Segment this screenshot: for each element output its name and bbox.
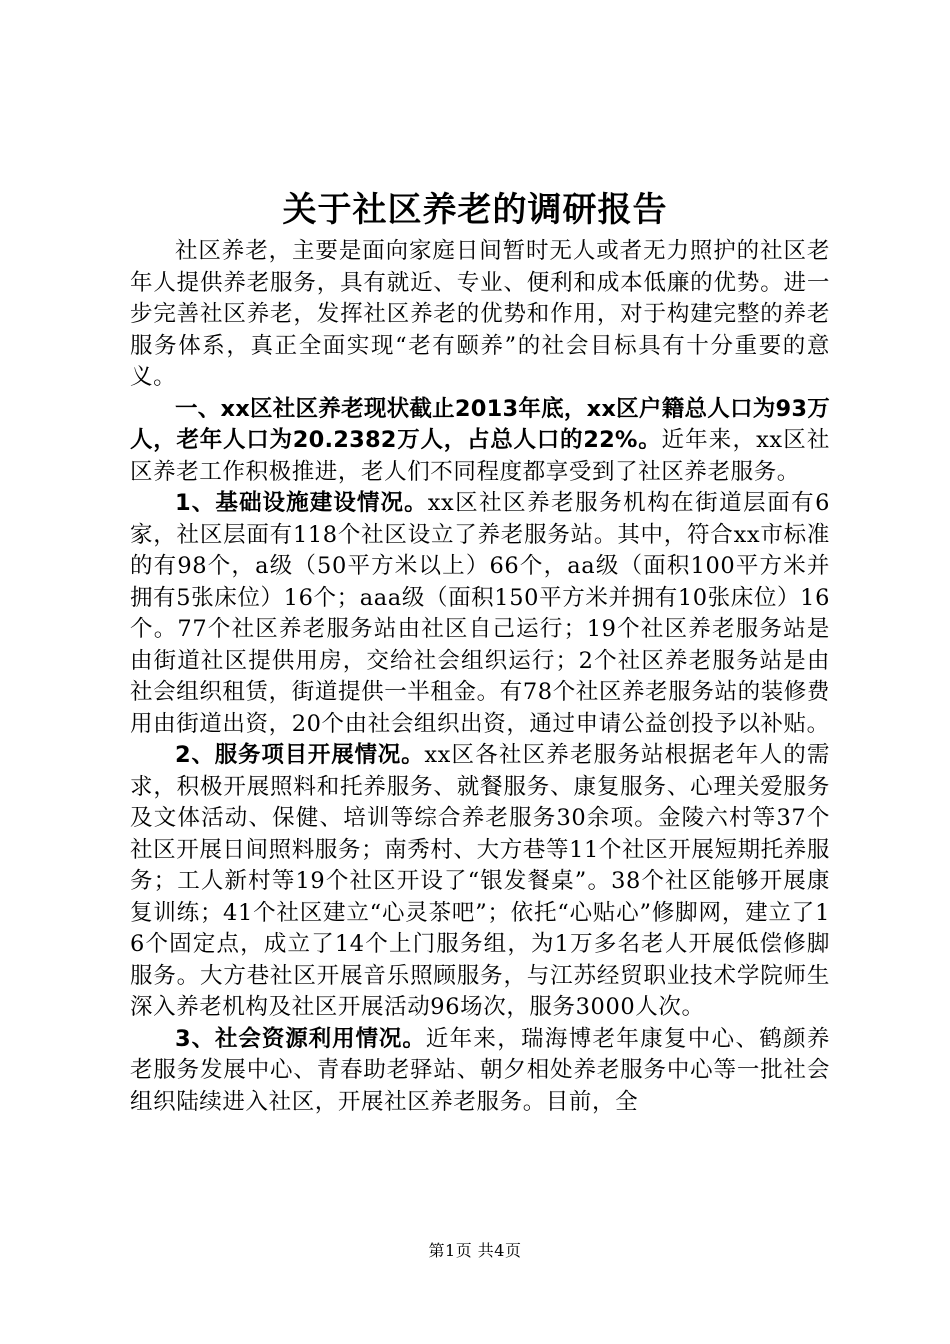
document-title: 关于社区养老的调研报告 <box>282 190 668 230</box>
paragraph-intro: 社区养老，主要是面向家庭日间暂时无人或者无力照护的社区老年人提供养老服务，具有就近、专业、便利和成本低廉的优势。进一步完善社区养老，发挥社区养老的优势和作用，对于构建完整的养老服务体系，真正全面实现“老有颐养”的社会目标具有十分重要的意义。 <box>130 238 830 390</box>
section1-text: 近年来，xx区社区养老工作积极推进，老人们不同程度都享受到了社区养老服务。 <box>130 427 830 485</box>
paragraph-item1 <box>130 488 830 740</box>
item3-text: 近年来，瑞海博老年康复中心、鹤颜养老服务发展中心、青春助老驿站、朝夕相处养老服务中心等一批社会组织陆续进入社区，开展社区养老服务。目前，全 <box>130 1025 831 1115</box>
paragraph-item2 <box>130 740 830 1024</box>
item1-text: xx区社区养老服务机构在街道层面有6家，社区层面有118个社区设立了养老服务站。其中，符合xx市标准的有98个，a级（50平方米以上）66个，aa级（面积100平方米并拥有5张床位）16个；aaa级（面积150平方米并拥有10张床位）16个。77个社区养老服务站由社区自己运行；19个社区养老服务站是由街道社区提供用房，交给社会组织运行；2个社区养老服务站是由社会组织租赁，街道提供一半租金。有78个社区养老服务站的装修费用由街道出资，20个由社会组织出资，通过申请公益创投予以补贴。 <box>130 490 831 737</box>
page-footer: 第1页 共4页 <box>428 1241 522 1260</box>
item1-heading: 1、基础设施建设情况。 <box>175 490 428 516</box>
paragraph-section1 <box>130 394 830 489</box>
item2-text: xx区各社区养老服务站根据老年人的需求，积极开展照料和托养服务、就餐服务、康复服务、心理关爱服务及文体活动、保健、培训等综合养老服务30余项。金陵六村等37个社区开展日间照料服务；南秀村、大方巷等11个社区开展短期托养服务；工人新村等19个社区开设了“银发餐桌”。38个社区能够开展康复训练；41个社区建立“心灵茶吧”；依托“心贴心”修脚网，建立了16个固定点，成立了14个上门服务组，为1万多名老人开展低偿修脚服务。大方巷社区开展音乐照顾服务，与江苏经贸职业技术学院师生深入养老机构及社区开展活动96场次，服务3000人次。 <box>130 742 830 1020</box>
document-body <box>130 236 830 1118</box>
paragraph-item3 <box>130 1024 830 1119</box>
item3-heading: 3、社会资源利用情况。 <box>175 1025 426 1052</box>
section1-heading: 一、xx区社区养老现状截止2013年底，xx区户籍总人口为93万人，老年人口为20.2382万人，占总人口的22%。 <box>130 395 830 453</box>
item2-heading: 2、服务项目开展情况。 <box>175 742 425 768</box>
